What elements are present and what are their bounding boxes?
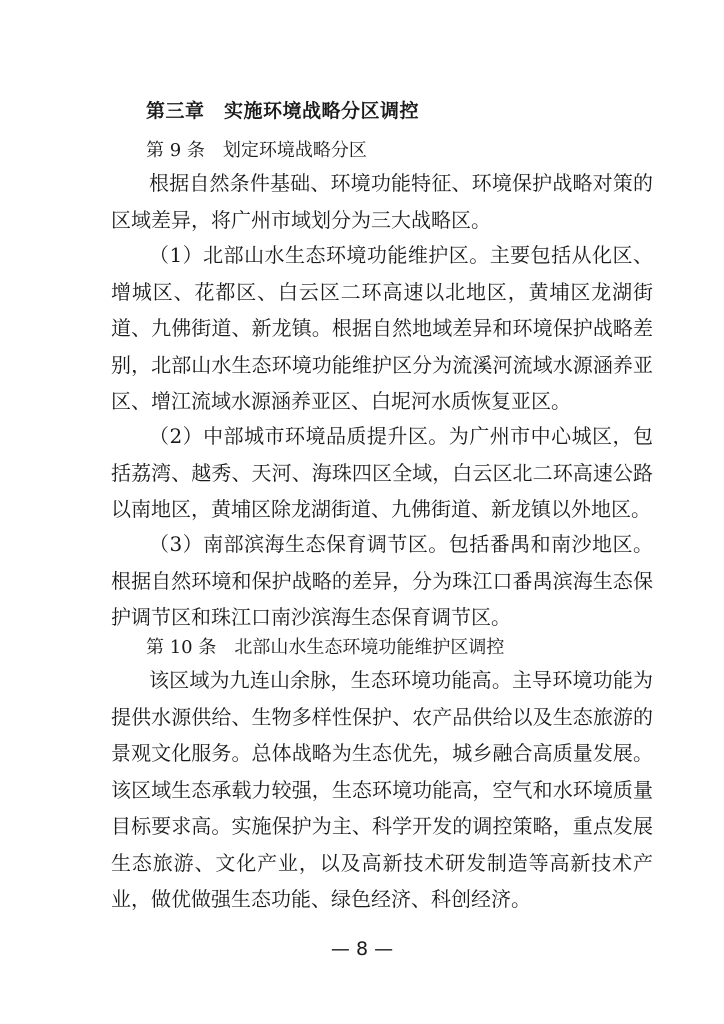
article-9-paragraph-2: （1）北部山水生态环境功能维护区。主要包括从化区、增城区、花都区、白云区二环高速以北地区，黄埔区龙湖街道、九佛街道、新龙镇。根据自然地域差异和环境保护战略差别，北部山水生态环境功能维护区分为流溪河流域水源涵养亚区、增江流域水源涵养亚区、白坭河水质恢复亚区。	[111, 243, 653, 413]
chapter-title: 第三章 实施环境战略分区调控	[146, 100, 420, 122]
article-9-paragraph-4: （3）南部滨海生态保育调节区。包括番禺和南沙地区。根据自然环境和保护战略的差异，分为珠江口番禺滨海生态保护调节区和珠江口南沙滨海生态保育调节区。	[111, 532, 653, 629]
article-heading-9: 第 9 条 划定环境战略分区	[146, 140, 367, 161]
article-heading-10: 第 10 条 北部山水生态环境功能维护区调控	[146, 637, 505, 658]
article-9-paragraph-3: （2）中部城市环境品质提升区。为广州市中心城区，包括荔湾、越秀、天河、海珠四区全域，白云区北二环高速公路以南地区，黄埔区除龙湖街道、九佛街道、新龙镇以外地区。	[111, 424, 653, 521]
article-9-paragraph-1: 根据自然条件基础、环境功能特征、环境保护战略对策的区域差异，将广州市域划分为三大战略区。	[111, 171, 653, 232]
page-number: — 8 —	[330, 938, 394, 960]
article-10-paragraph-1: 该区域为九连山余脉，生态环境功能高。主导环境功能为提供水源供给、生物多样性保护、农产品供给以及生态旅游的景观文化服务。总体战略为生态优先，城乡融合高质量发展。该区域生态承载力较强，生态环境功能高，空气和水环境质量目标要求高。实施保护为主、科学开发的调控策略，重点发展生态旅游、文化产业，以及高新技术研发制造等高新技术产业，做优做强生态功能、绿色经济、科创经济。	[111, 668, 653, 911]
